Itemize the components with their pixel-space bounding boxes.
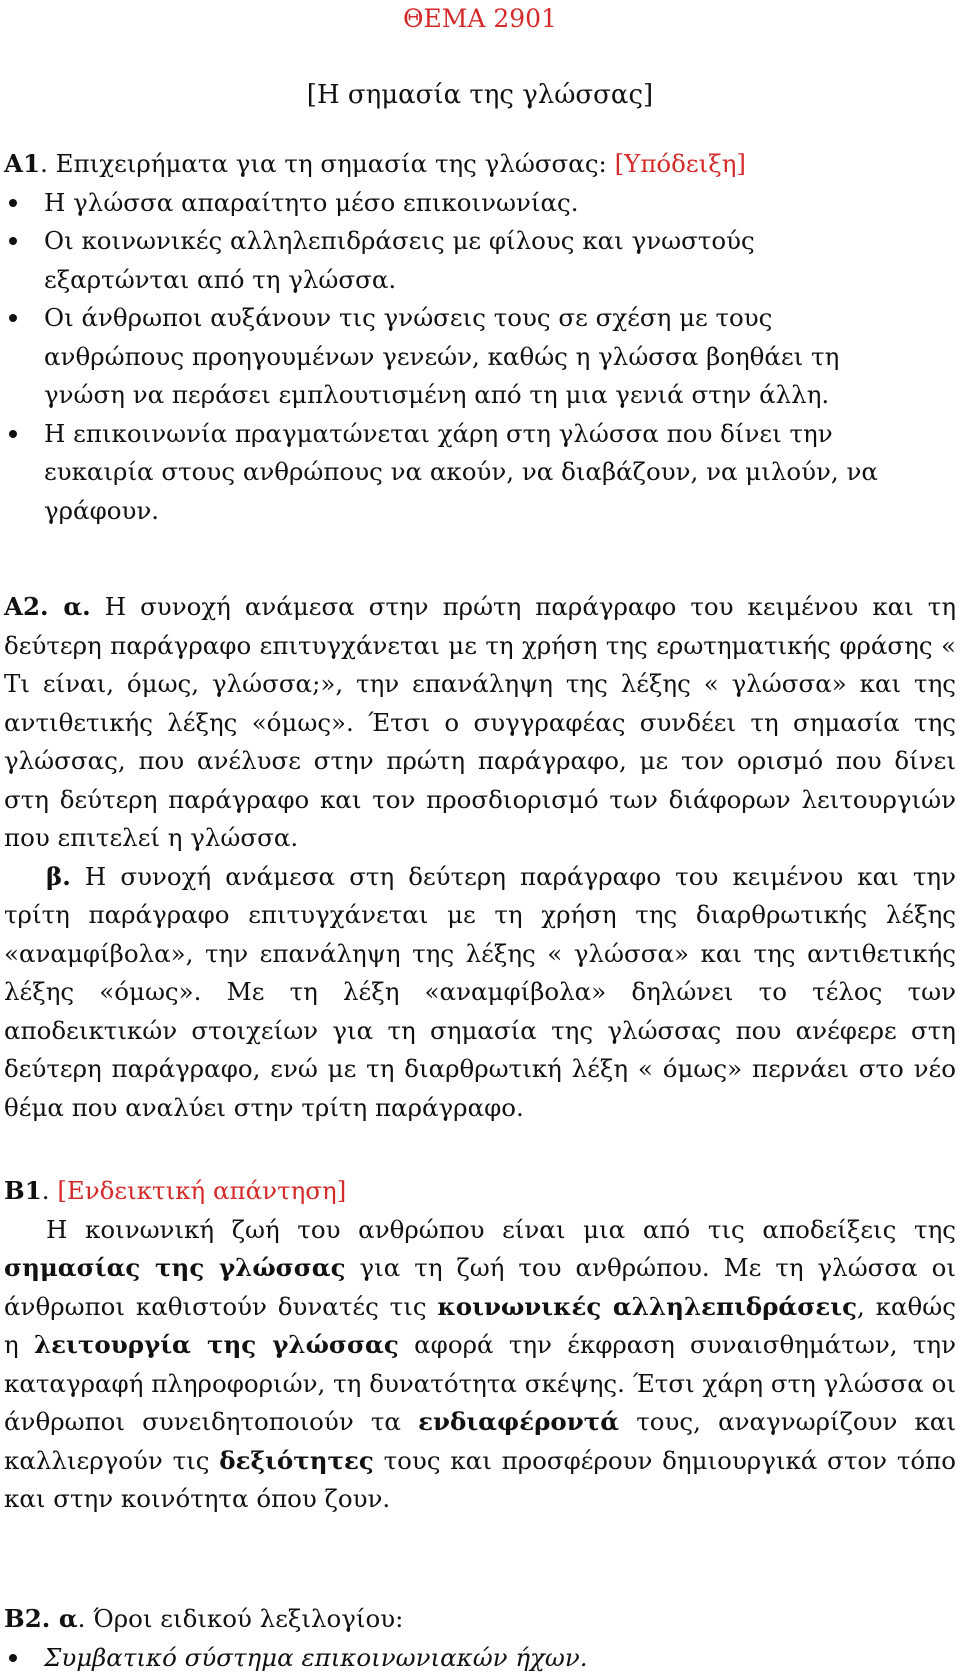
b1-text-2: για τη ζωή του ανθρώπου. Με τη γλώσσα οι άνθρωποι καθιστούν δυνατές τις <box>4 1253 956 1321</box>
b1-text-3: , καθώς η <box>4 1291 956 1359</box>
a2-alpha-paragraph <box>4 588 956 858</box>
list-item: Οι άνθρωποι αυξάνουν τις γνώσεις τους σε σχέση με τους ανθρώπους προηγουμένων γενεών, καθώς η γλώσσα βοηθάει τη γνώση να περάσει εμπλουτισμένη από τη μια γενιά στην άλλη. <box>4 299 956 415</box>
list-item: Η επικοινωνία πραγματώνεται χάρη στη γλώσσα που δίνει την ευκαιρία στους ανθρώπους να ακούν, να διαβάζουν, να μιλούν, να γράφουν. <box>4 415 956 531</box>
a2-beta-label: β. <box>46 861 71 891</box>
b1-heading <box>4 1172 956 1211</box>
b1-bold-3: λειτουργία της γλώσσας <box>33 1330 399 1359</box>
b1-text-5: τους, αναγνωρίζουν και καλλιεργούν τις <box>4 1407 956 1475</box>
section-a1 <box>4 145 956 530</box>
b2-heading <box>4 1600 956 1639</box>
section-b1 <box>4 1172 956 1519</box>
a2-beta-text: Η συνοχή ανάμεσα στη δεύτερη παράγραφο του κειμένου και την τρίτη παράγραφο επιτυγχάνεται με τη χρήση της διαρθρωτικής λέξης «αναμφίβολα», την επανάληψη της λέξης « γλώσσα» και της αντιθετικής λέξης «όμως». Με τη λέξη «αναμφίβολα» δηλώνει το τέλος των αποδεικτικών στοιχείων για τη σημασία της γλώσσας που ανέφερε στη δεύτερη παράγραφο, ενώ με τη διαρθρωτική λέξη « όμως» περνάει στο νέο θέμα που αναλύει στην τρίτη παράγραφο. <box>4 861 956 1122</box>
a2-alpha-text: Η συνοχή ανάμεσα στην πρώτη παράγραφο του κειμένου και τη δεύτερη παράγραφο επιτυγχάνεται με τη χρήση της ερωτηματικής φράσης « Τι είναι, όμως, γλώσσα;», την επανάληψη της λέξης « γλώσσα» και της αντιθετικής λέξης «όμως». Έτσι ο συγγραφέας συνδέει τη σημασία της γλώσσας, που ανέλυσε στην πρώτη παράγραφο, με τον ορισμό που δίνει στη δεύτερη παράγραφο και τον προσδιορισμό των διάφορων λειτουργιών που επιτελεί η γλώσσα. <box>4 592 957 852</box>
a2-label: Α2. α. <box>4 592 91 621</box>
b1-bold-4: ενδιαφέροντά <box>418 1407 620 1436</box>
a1-label: Α1 <box>4 149 41 178</box>
b1-bold-5: δεξιότητες <box>219 1445 374 1475</box>
b1-hint: [Ενδεικτική απάντηση] <box>57 1176 347 1205</box>
list-item: Συμβατικό σύστημα επικοινωνιακών ήχων. <box>4 1639 956 1678</box>
list-item: Οι κοινωνικές αλληλεπιδράσεις με φίλους και γνωστούς εξαρτώνται από τη γλώσσα. <box>4 222 956 299</box>
b1-paragraph <box>4 1211 956 1519</box>
b2-intro: . Όροι ειδικού λεξιλογίου: <box>77 1604 404 1633</box>
document-subtitle: [Η σημασία της γλώσσας] <box>306 80 654 110</box>
a1-intro: . Επιχειρήματα για τη σημασία της γλώσσας: <box>40 149 615 178</box>
document-title: ΘΕΜΑ 2901 <box>403 4 557 33</box>
section-a2 <box>4 588 956 1127</box>
a1-hint: [Υπόδειξη] <box>614 149 746 178</box>
b1-bold-1: σημασίας της γλώσσας <box>4 1253 346 1282</box>
b1-text-4: αφορά την έκφραση συναισθημάτων, την καταγραφή πληροφοριών, τη δυνατότητα σκέψης. Έτσι χάρη στη γλώσσα οι άνθρωποι συνειδητοποιούν τα <box>4 1330 956 1436</box>
section-b2 <box>4 1600 956 1677</box>
b2-label: Β2. α <box>4 1604 78 1633</box>
a1-heading <box>4 145 956 184</box>
b2-bullet-list <box>4 1639 956 1678</box>
list-item: Η γλώσσα απαραίτητο μέσο επικοινωνίας. <box>4 184 956 223</box>
a2-beta-paragraph <box>4 858 956 1128</box>
b1-text-6: τους και προσφέρουν δημιουργικά στον τόπο και στην κοινότητα όπου ζουν. <box>4 1445 956 1513</box>
b1-text-1: Η κοινωνική ζωή του ανθρώπου είναι μια από τις αποδείξεις της <box>46 1214 956 1244</box>
b1-bold-2: κοινωνικές αλληλεπιδράσεις <box>437 1291 858 1321</box>
b1-dot: . <box>41 1176 58 1205</box>
a1-bullet-list <box>4 184 956 531</box>
b1-label: Β1 <box>4 1176 42 1205</box>
